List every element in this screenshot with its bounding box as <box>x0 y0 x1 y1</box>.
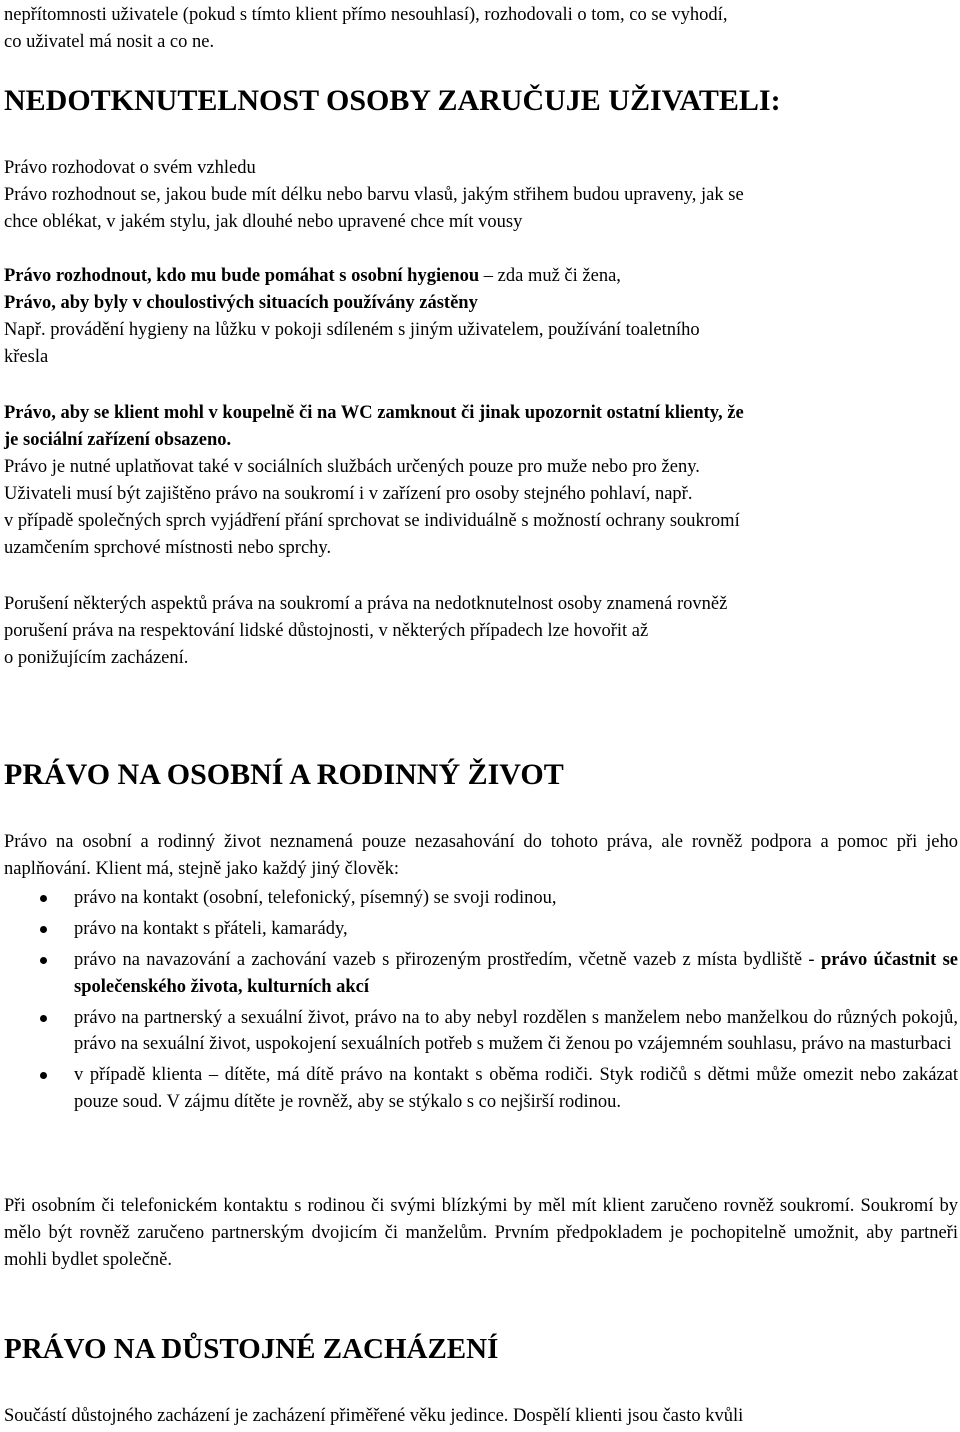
paragraph-soukromi: Při osobním či telefonickém kontaktu s rodinou či svými blízkými by měl mít klient zaručeno rovněž soukromí. Soukromí by mělo být rovněž zaručeno partnerským dvojicím či manželům. Prvním předpokladem je pochopitelně umožnit, aby partneři mohli bydlet společně. <box>4 1196 958 1270</box>
list-item-text: v případě klienta – dítěte, má dítě právo na kontakt s oběma rodiči. Styk rodičů s dětmi může omezit nebo zakázat pouze soud. V zájmu dítěte je rovněž, aby se stýkalo s co nejširší rodinou. <box>74 1065 958 1112</box>
rights-list <box>4 885 958 1120</box>
bullet-icon <box>40 957 47 964</box>
paragraph-dustojnost: Součástí důstojného zacházení je zacházení přiměřené věku jedince. Dospělí klienti jsou často kvůli <box>4 1406 744 1426</box>
bold-phrase: Právo, aby byly v choulostivých situacích používány zástěny <box>4 293 478 313</box>
list-item <box>4 1005 958 1058</box>
bold-line: Právo, aby se klient mohl v koupelně či na WC zamknout či jinak upozornit ostatní klienty, že <box>4 403 744 423</box>
bullet-icon <box>40 1072 47 1079</box>
bullet-icon <box>40 895 47 902</box>
paragraph-intro: Právo na osobní a rodinný život neznamená pouze nezasahování do tohoto práva, ale rovněž podpora a pomoc při jeho naplňování. Klient má, stejně jako každý jiný člověk: <box>4 832 958 879</box>
text-line: v případě společných sprch vyjádření přání sprchovat se individuálně s možností ochrany soukromí <box>4 511 740 531</box>
text-line: uzamčením sprchové místnosti nebo sprchy. <box>4 538 332 558</box>
list-item-text: právo na partnerský a sexuální život, právo na to aby nebyl rozdělen s manželem nebo manželkou do různých pokojů, právo na sexuální život, uspokojení sexuálních potřeb s mužem či ženou po vzájemném souhlasu, právo na masturbaci <box>74 1007 958 1054</box>
list-item <box>4 1062 958 1115</box>
paragraph-hygiena <box>4 263 958 371</box>
text-line: porušení práva na respektování lidské důstojnosti, v některých případech lze hovořit až <box>4 621 649 641</box>
bullet-icon <box>40 1015 47 1022</box>
text-line: Právo je nutné uplatňovat také v sociálních službách určených pouze pro muže nebo pro ženy. <box>4 457 700 477</box>
text-fragment: – zda muž či žena, <box>479 266 621 286</box>
text-line: Právo rozhodnout se, jakou bude mít délku nebo barvu vlasů, jakým střihem budou upraveny, jak se <box>4 185 744 205</box>
text-line: křesla <box>4 347 49 367</box>
text-line: Např. provádění hygieny na lůžku v pokoji sdíleném s jiným uživatelem, používání toaletního <box>4 320 700 340</box>
bold-phrase: právo účastnit se společenského života, kulturních akcí <box>74 950 958 997</box>
list-item <box>4 916 958 943</box>
continuation-paragraph <box>4 2 958 56</box>
list-item-text: právo na kontakt s přáteli, kamarády, <box>74 919 348 939</box>
paragraph-poruseni <box>4 591 958 672</box>
section-heading-dustojne-zachazeni: PRÁVO NA DŮSTOJNÉ ZACHÁZENÍ <box>4 1333 499 1365</box>
section-heading-nedotknutelnost: NEDOTKNUTELNOST OSOBY ZARUČUJE UŽIVATELI: <box>4 84 781 117</box>
bold-line: je sociální zařízení obsazeno. <box>4 430 232 450</box>
list-item <box>4 885 958 912</box>
text-line: Porušení některých aspektů práva na soukromí a práva na nedotknutelnost osoby znamená rovněž <box>4 594 728 614</box>
bullet-icon <box>40 926 47 933</box>
text-line: Právo rozhodovat o svém vzhledu <box>4 158 256 178</box>
text-line: o ponižujícím zacházení. <box>4 648 189 668</box>
section-heading-osobni-zivot: PRÁVO NA OSOBNÍ A RODINNÝ ŽIVOT <box>4 758 564 791</box>
list-item <box>4 947 958 1000</box>
text-line: nepřítomnosti uživatele (pokud s tímto klient přímo nesouhlasí), rozhodovali o tom, co se vyhodí, <box>4 5 728 25</box>
list-item-text: právo na kontakt (osobní, telefonický, písemný) se svoji rodinou, <box>74 888 557 908</box>
paragraph-vzhled <box>4 155 958 236</box>
bold-phrase: Právo rozhodnout, kdo mu bude pomáhat s osobní hygienou <box>4 266 480 286</box>
text-line: Uživateli musí být zajištěno právo na soukromí i v zařízení pro osoby stejného pohlaví, např. <box>4 484 693 504</box>
paragraph-koupelna <box>4 400 958 562</box>
list-item-text: právo na navazování a zachování vazeb s přirozeným prostředím, včetně vazeb z místa bydliště - <box>74 950 821 970</box>
text-line: co uživatel má nosit a co ne. <box>4 32 215 52</box>
text-line: chce oblékat, v jakém stylu, jak dlouhé nebo upravené chce mít vousy <box>4 212 523 232</box>
